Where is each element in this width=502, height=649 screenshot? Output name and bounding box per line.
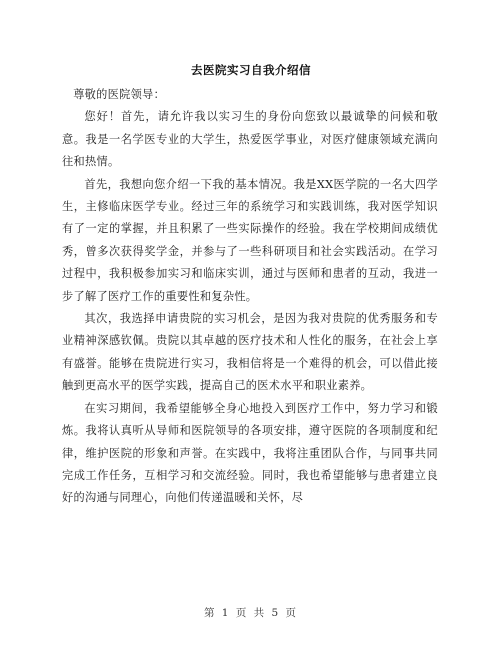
- paragraph-expectations: 在实习期间，我希望能够全身心地投入到医疗工作中，努力学习和锻炼。我将认真听从导师和医院领导的各项安排，遵守医院的各项制度和纪律，维护医院的形象和声誉。在实践中，我将注重团队合作，与同事共同完成工作任务，互相学习和交流经验。同时，我也希望能够与患者建立良好的沟通与同理心，向他们传递温暖和关怀，尽: [62, 401, 438, 505]
- salutation: 尊敬的医院领导：: [73, 88, 166, 101]
- paragraph-motivation: 其次，我选择申请贵院的实习机会，是因为我对贵院的优秀服务和专业精神深感钦佩。贵院以其卓越的医疗技术和人性化的服务，在社会上享有盛誉。能够在贵院进行实习，我相信将是一个难得的机会，可以借此接触到更高水平的医学实践，提高自己的医术水平和职业素养。: [62, 312, 438, 393]
- document-title: 去医院实习自我介绍信: [191, 63, 311, 77]
- document-body: [62, 84, 438, 510]
- page-indicator: 第 1 页 共 5 页: [203, 607, 299, 619]
- paragraph-greeting: 您好！首先，请允许我以实习生的身份向您致以最诚挚的问候和敬意。我是一名学医专业的大学生，热爱医学事业，对医疗健康领域充满向往和热情。: [62, 110, 438, 169]
- paragraph-background: 首先，我想向您介绍一下我的基本情况。我是XX医学院的一名大四学生，主修临床医学专业。经过三年的系统学习和实践训练，我对医学知识有了一定的掌握，并且积累了一些实际操作的经验。我在学校期间成绩优秀，曾多次获得奖学金，并参与了一些科研项目和社会实践活动。在学习过程中，我积极参加实习和临床实训，通过与医师和患者的互动，我进一步了解了医疗工作的重要性和复杂性。: [62, 177, 438, 303]
